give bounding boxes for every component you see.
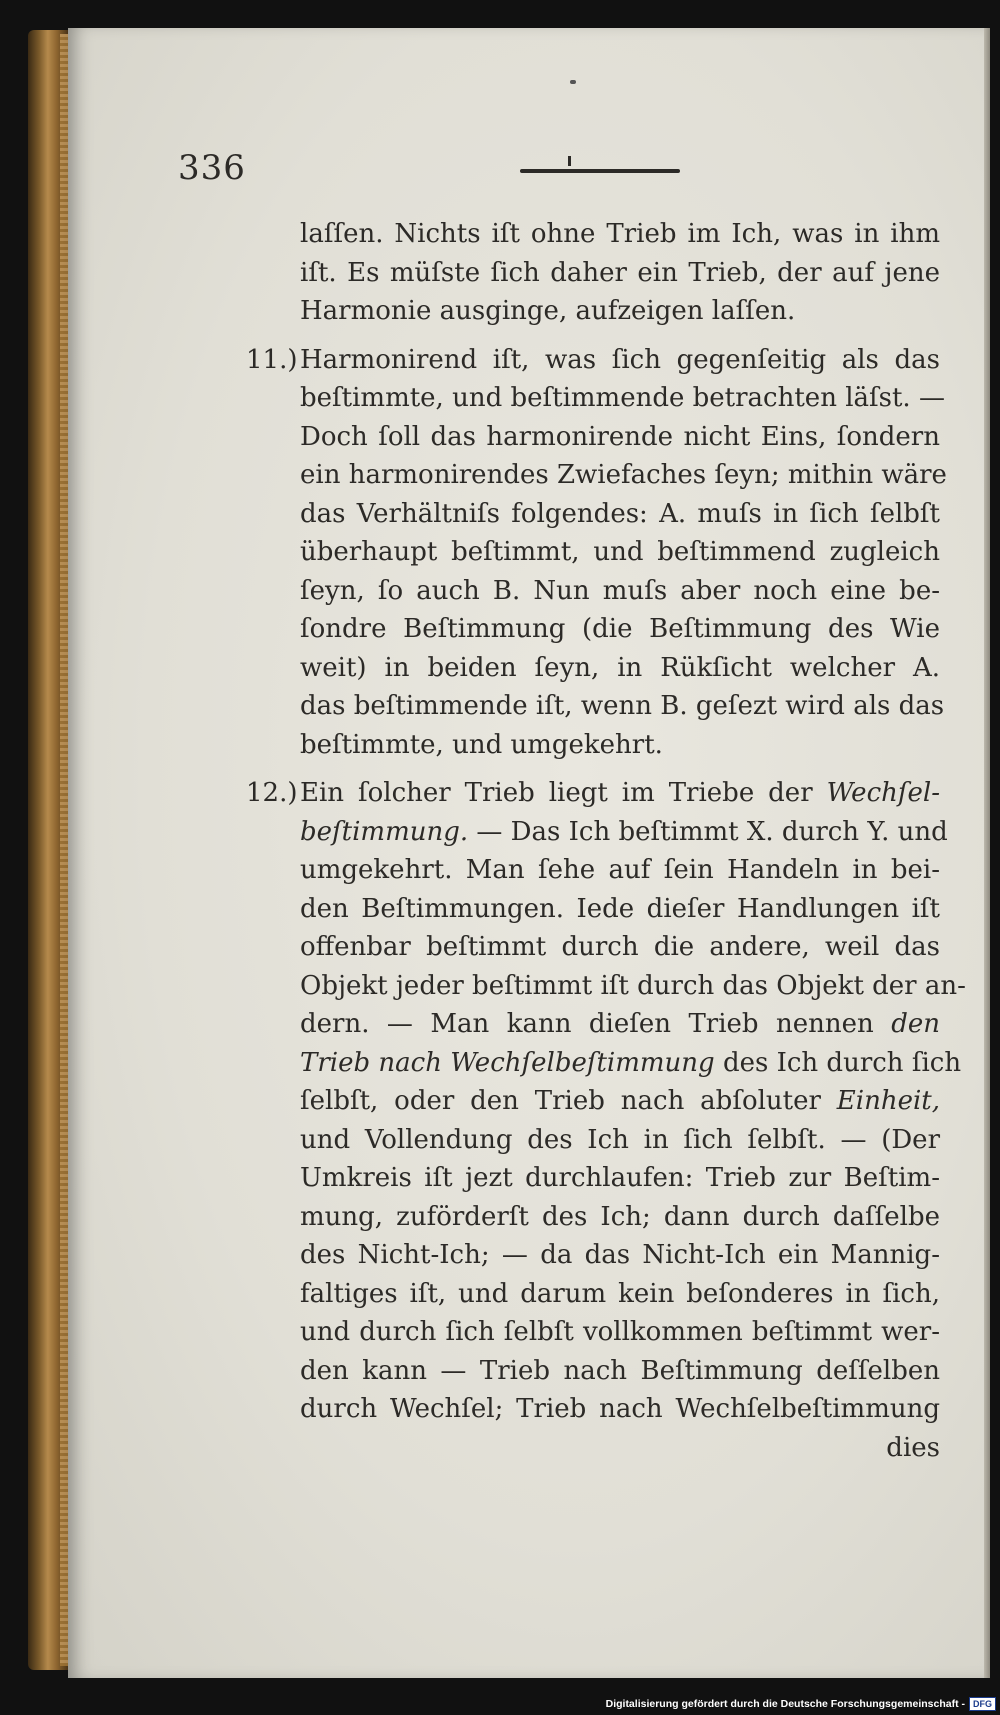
text-line: laſſen. Nichts iſt ohne Trieb im Ich, was in ihm (300, 219, 940, 249)
text-line: weit) in beiden ſeyn, in Rükſicht welcher A. (300, 652, 940, 683)
text-line: Doch ſoll das harmonirende nicht Eins, ſondern (300, 421, 940, 452)
text-line: Objekt jeder beſtimmt iſt durch das Objekt der an- (300, 970, 966, 1001)
paragraph-11 (246, 341, 947, 765)
text-segment: Harmonirend iſt, was ſich gegenſeitig als das (300, 344, 940, 375)
text-line (300, 813, 948, 852)
italic-segment: Trieb nach Wechſelbeſtimmung (300, 1047, 715, 1078)
text-line: ſeyn, ſo auch B. Nun muſs aber noch eine be- (300, 575, 940, 606)
text-line: den kann — Trieb nach Beſtimmung deſſelben (300, 1355, 940, 1386)
text-line (246, 341, 940, 380)
text-line: offenbar beſtimmt durch die andere, weil das (300, 932, 940, 962)
text-line: des Nicht-Ich; — da das Nicht-Ich ein Mannig- (300, 1240, 940, 1270)
italic-segment: Wechſel- (826, 778, 940, 808)
text-line: Harmonie ausginge, aufzeigen laſſen. (300, 296, 796, 326)
text-segment: ſelbſt, oder den Trieb nach abſoluter (300, 1086, 837, 1116)
text-line: iſt. Es müſste ſich daher ein Trieb, der auf jene (300, 257, 940, 288)
text-line (300, 1082, 940, 1121)
text-line: und Vollendung des Ich in ſich ſelbſt. — (Der (300, 1124, 940, 1155)
text-line: beſtimmte, und beſtimmende betrachten läſst. — (300, 383, 945, 413)
text-line (246, 774, 940, 813)
page-number: 336 (178, 148, 246, 188)
credit-text: Digitalisierung gefördert durch die Deutsche Forschungsgemeinschaft - (605, 1698, 965, 1710)
text-line: beſtimmte, und umgekehrt. (300, 729, 663, 760)
dfg-logo: DFG (969, 1697, 996, 1711)
digitization-credit (606, 1697, 996, 1711)
paragraph-number: 12.) (246, 778, 298, 808)
text-line: das Verhältniſs folgendes: A. muſs in ſich ſelbſt (300, 498, 940, 529)
text-line: faltiges iſt, und darum kein beſonderes in ſich, (300, 1278, 940, 1309)
page-right-edge (984, 28, 990, 1678)
header-ornament-dot (568, 156, 571, 166)
text-line: ein harmonirendes Zwiefaches ſeyn; mithin wäre (300, 460, 947, 490)
text-line: den Beſtimmungen. Iede dieſer Handlungen iſt (300, 893, 940, 924)
italic-segment: beſtimmung. (300, 816, 469, 847)
paragraph-number: 11.) (246, 344, 298, 375)
text-line (300, 1005, 940, 1044)
ink-speck (570, 80, 576, 84)
text-line: durch Wechſel; Trieb nach Wechſelbeſtimmung (300, 1394, 940, 1424)
text-line: überhaupt beſtimmt, und beſtimmend zugleich (300, 537, 940, 567)
catchword-text: dies (886, 1432, 940, 1463)
catchword (300, 1429, 940, 1468)
text-line: Umkreis iſt jezt durchlaufen: Trieb zur Beſtim- (300, 1163, 940, 1193)
italic-segment: den (891, 1009, 940, 1039)
text-segment: des Ich durch ſich (714, 1047, 962, 1078)
text-line: ſondre Beſtimmung (die Beſtimmung des Wie (300, 614, 940, 644)
text-segment: — Das Ich beſtimmt X. durch Y. und (468, 816, 948, 847)
text-line: mung, zuförderſt des Ich; dann durch daſſelbe (300, 1201, 940, 1232)
text-line: das beſtimmende iſt, wenn B. geſezt wird als das (300, 691, 945, 721)
italic-segment: Einheit, (836, 1086, 940, 1116)
text-segment: Ein ſolcher Trieb liegt im Triebe der (300, 778, 827, 808)
text-segment: dern. — Man kann dieſen Trieb nennen (300, 1009, 892, 1039)
paragraph-12 (246, 774, 966, 1467)
text-line: und durch ſich ſelbſt vollkommen beſtimmt wer- (300, 1317, 940, 1347)
body-text (246, 215, 966, 1467)
header-rule (520, 169, 680, 173)
text-line: umgekehrt. Man ſehe auf ſein Handeln in bei- (300, 855, 940, 885)
text-line (300, 1044, 962, 1083)
